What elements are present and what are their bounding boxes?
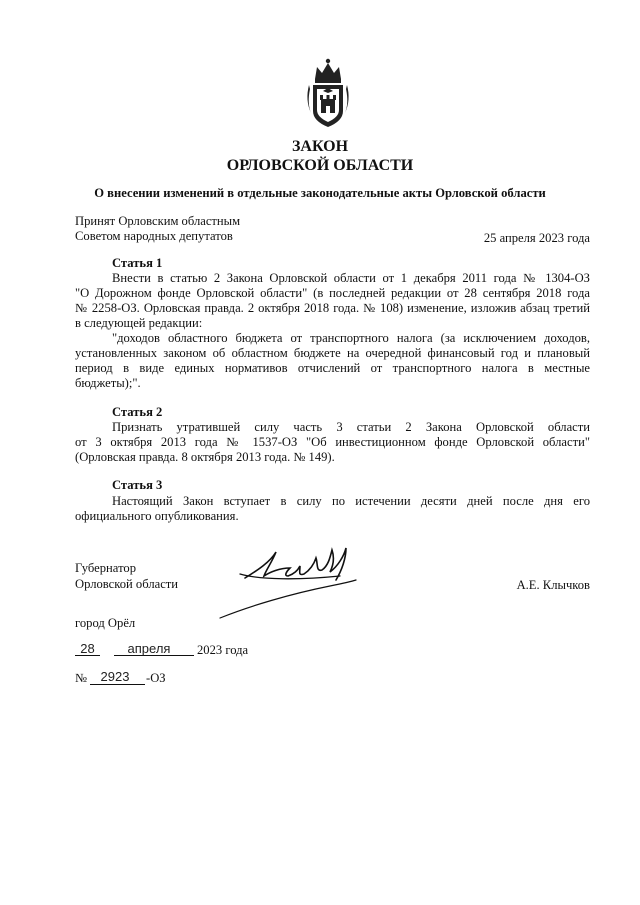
signatory-name: А.Е. Клычков <box>516 578 590 592</box>
law-title-line1: ЗАКОН <box>291 138 349 155</box>
adoption-date: 25 апреля 2023 года <box>483 231 590 245</box>
article1-line: установленных законом об областном бюджете на очередной финансовый год и плановый <box>75 346 590 360</box>
article1-line: бюджеты);". <box>75 376 141 390</box>
article1-line: № 2258-ОЗ. Орловская правда. 2 октября 2018 года. № 108) изменение, изложив абзац третий <box>75 301 590 315</box>
article3-heading: Статья 3 <box>112 478 163 492</box>
law-title-line2: ОРЛОВСКОЙ ОБЛАСТИ <box>226 157 414 174</box>
number-suffix: -ОЗ <box>146 671 166 685</box>
article2-heading: Статья 2 <box>112 405 163 419</box>
date-year: 2023 года <box>197 643 249 657</box>
adoption-line1: Принят Орловским областным <box>75 214 241 228</box>
law-number: 2923 <box>100 669 130 684</box>
article2-line: от 3 октября 2013 года № 1537-ОЗ "Об инвестиционном фонде Орловской области" <box>75 435 590 449</box>
law-subtitle: О внесении изменений в отдельные законодательные акты Орловской области <box>94 186 546 200</box>
article1-line: в следующей редакции: <box>75 316 203 330</box>
date-month: апреля <box>127 641 171 656</box>
date-day: 28 <box>80 641 95 656</box>
article3-line: официального опубликования. <box>75 509 239 523</box>
article1-line: Внести в статью 2 Закона Орловской области от 1 декабря 2011 года № 1304-ОЗ <box>112 271 590 285</box>
article1-line: "доходов областного бюджета от транспортного налога (за исключением доходов, <box>112 331 590 345</box>
article2-line: Признать утратившей силу часть 3 статьи 2 Закона Орловской области <box>112 420 590 434</box>
number-underline <box>90 684 145 685</box>
article3-line: Настоящий Закон вступает в силу по истечении десяти дней после дня его <box>112 494 590 508</box>
article1-line: "О Дорожном фонде Орловской области" (в последней редакции от 28 сентября 2018 года <box>75 286 590 300</box>
article2-line: (Орловская правда. 8 октября 2013 года. № 149). <box>75 450 335 464</box>
number-prefix: № <box>75 671 88 685</box>
signatory-position-line1: Губернатор <box>75 561 136 575</box>
adoption-line2: Советом народных депутатов <box>75 229 233 243</box>
coat-of-arms-emblem <box>303 55 353 130</box>
article1-line: период в виде единых нормативов отчислений от транспортного налога в местные <box>75 361 590 375</box>
article1-heading: Статья 1 <box>112 256 163 270</box>
handwritten-signature <box>200 540 370 635</box>
city-label: город Орёл <box>75 616 136 630</box>
signatory-position-line2: Орловской области <box>75 577 179 591</box>
